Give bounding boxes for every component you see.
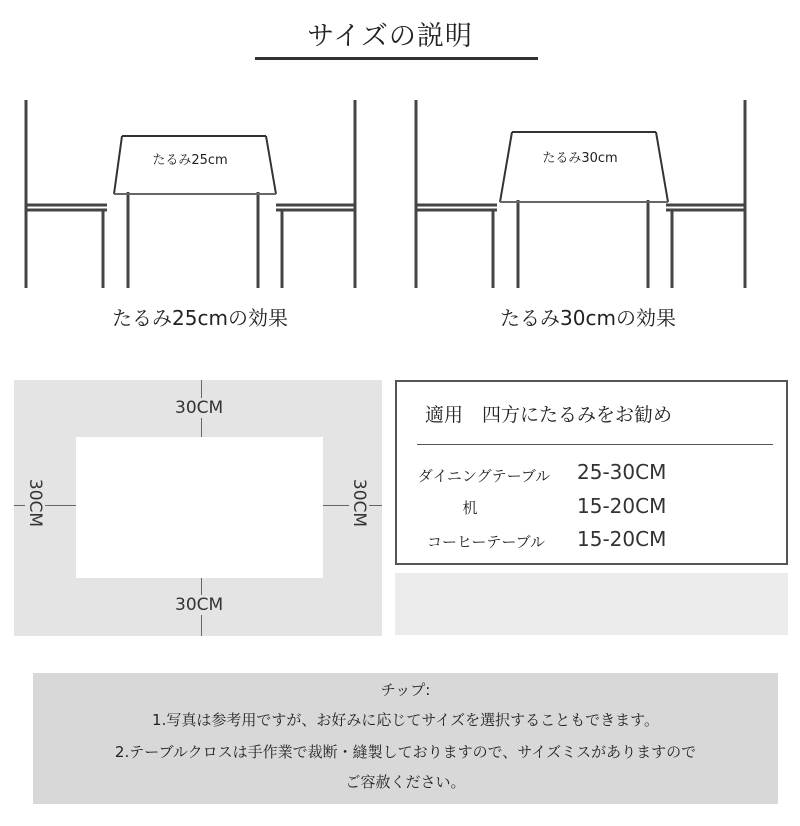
left-drop-label: 30CM (25, 476, 45, 530)
row-name-coffee-table: コーヒーテーブル (426, 533, 546, 551)
table-illustration-25cm (10, 92, 390, 292)
row-value-coffee-table: 15-20CM (577, 527, 667, 551)
table-chairs-drawing (400, 92, 780, 292)
row-value-dining-table: 25-30CM (577, 460, 667, 484)
recommendation-card (395, 380, 788, 565)
blank-panel (395, 573, 788, 635)
row-name-desk: 机 (462, 499, 478, 517)
table-chairs-drawing (10, 92, 390, 292)
table-top-area (76, 437, 323, 578)
tip-line-1: 1.写真は参考用ですが、お好みに応じてサイズを選択することもできます。 (152, 711, 659, 729)
right-drop-label: 30CM (349, 476, 369, 530)
table-illustration-30cm (400, 92, 780, 292)
top-drop-label: 30CM (172, 398, 226, 418)
tips-title: チップ: (380, 681, 431, 699)
title-underline (255, 57, 538, 60)
row-name-dining-table: ダイニングテーブル (417, 467, 551, 485)
recommendation-heading: 適用 四方にたるみをお勧め (425, 404, 673, 426)
illustration-caption: たるみ30cmの効果 (500, 306, 676, 330)
illustration-caption: たるみ25cmの効果 (112, 306, 288, 330)
sag-label: たるみ30cm (542, 151, 618, 166)
tip-line-3: ご容赦ください。 (345, 773, 466, 791)
drop-diagram (14, 380, 382, 636)
tip-line-2: 2.テーブルクロスは手作業で裁断・縫製しておりますので、サイズミスがありますので (114, 743, 697, 761)
row-value-desk: 15-20CM (577, 494, 667, 518)
tips-panel (33, 673, 778, 804)
page-title: サイズの説明 (307, 21, 473, 52)
bottom-drop-label: 30CM (172, 595, 226, 615)
sag-label: たるみ25cm (152, 153, 228, 168)
heading-divider (417, 444, 773, 445)
